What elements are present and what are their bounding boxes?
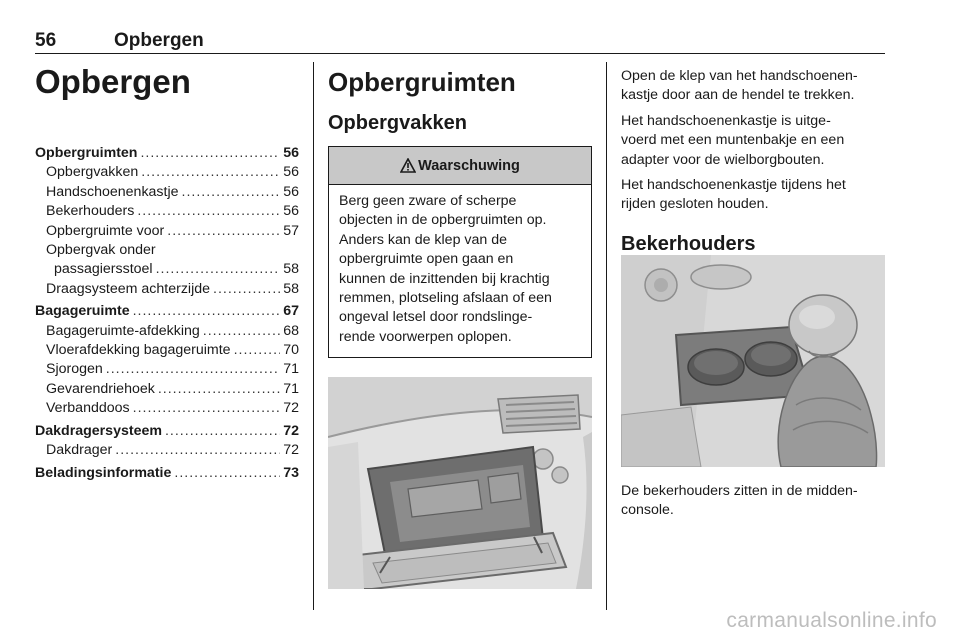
toc-leader-dots xyxy=(106,360,280,379)
toc-entry-label: passagiersstoel xyxy=(54,261,153,278)
toc-entry-page: 57 xyxy=(283,222,299,239)
toc-entry-page: 56 xyxy=(283,203,299,220)
toc-entry xyxy=(35,399,299,418)
toc-entry xyxy=(35,380,299,399)
toc-entry-label: Opbergvakken xyxy=(46,164,139,181)
toc-entry-label: Verbanddoos xyxy=(46,400,130,417)
toc-entry-page: 73 xyxy=(283,464,299,481)
column-divider-1 xyxy=(313,62,314,610)
paragraph-line: rijden gesloten houden. xyxy=(621,196,769,213)
glovebox-paragraphs xyxy=(621,67,886,215)
toc-leader-dots xyxy=(182,183,281,202)
paragraph xyxy=(621,176,886,215)
toc-entry-label: Gevarendriehoek xyxy=(46,380,155,397)
toc-entry-page: 56 xyxy=(283,145,299,161)
toc-entry-page: 58 xyxy=(283,261,299,278)
toc-entry xyxy=(35,341,299,360)
header-title: Opbergen xyxy=(114,30,204,51)
toc-entry-page: 72 xyxy=(283,422,299,439)
toc-entry xyxy=(35,183,299,202)
toc-leader-dots xyxy=(133,302,281,321)
toc-entry-label: Opbergvak onder xyxy=(46,242,156,259)
paragraph-line: voerd met een muntenbakje en een xyxy=(621,132,845,149)
warning-line: remmen, plotseling afslaan of een xyxy=(339,290,552,307)
toc-entry-page: 72 xyxy=(283,400,299,417)
warning-line: opbergruimte open gaan en xyxy=(339,251,514,268)
toc-leader-dots xyxy=(167,222,280,241)
toc-entry-label: Beladingsinformatie xyxy=(35,464,172,481)
toc-entry-page: 68 xyxy=(283,322,299,339)
toc-leader-dots xyxy=(203,322,280,341)
cupholders-caption xyxy=(621,482,886,521)
toc-entry-label: Bagageruimte xyxy=(35,303,130,320)
toc-entry-label: Bekerhouders xyxy=(46,203,135,220)
toc-leader-dots xyxy=(137,202,280,221)
toc-entry xyxy=(35,222,299,241)
middle-column xyxy=(328,62,592,404)
toc-entry xyxy=(35,441,299,460)
toc-entry xyxy=(35,163,299,182)
toc-entry-label: Bagageruimte-afdekking xyxy=(46,322,200,339)
warning-line: kunnen de inzittenden bij krachtig xyxy=(339,270,550,287)
warning-line: rende voorwerpen oplopen. xyxy=(339,328,512,345)
warning-line: objecten in de opbergruimten op. xyxy=(339,212,547,229)
toc-leader-dots xyxy=(115,441,280,460)
paragraph-line: Het handschoenenkastje tijdens het xyxy=(621,177,846,194)
toc-entry-page: 70 xyxy=(283,342,299,359)
toc-leader-dots xyxy=(140,144,280,163)
warning-text xyxy=(329,185,591,357)
right-column xyxy=(621,62,886,257)
toc-entry-page: 71 xyxy=(283,361,299,378)
paragraph-line: Open de klep van het handschoenen- xyxy=(621,68,858,84)
toc-section-entry xyxy=(35,422,299,441)
paragraph xyxy=(621,67,886,106)
paragraph-line: adapter voor de wielborgbouten. xyxy=(621,151,825,168)
page-number: 56 xyxy=(35,30,57,51)
chapter-title: Opbergen xyxy=(35,63,191,100)
toc-section-entry xyxy=(35,464,299,483)
toc-entry xyxy=(35,322,299,341)
toc-entry xyxy=(35,202,299,221)
toc-entry-page: 56 xyxy=(283,183,299,200)
toc-leader-dots xyxy=(158,380,280,399)
column-divider-2 xyxy=(606,62,607,610)
toc-entry-label: Opbergruimte voor xyxy=(46,222,165,239)
toc-entry xyxy=(35,260,299,279)
table-of-contents xyxy=(35,144,299,483)
toc-entry-label: Sjorogen xyxy=(46,361,103,378)
warning-header xyxy=(329,147,591,185)
watermark-text: carmanualsonline.info xyxy=(726,609,937,632)
toc-entry-page: 71 xyxy=(283,380,299,397)
toc-leader-dots xyxy=(213,280,280,299)
toc-leader-dots xyxy=(133,399,281,418)
page-header xyxy=(35,28,885,54)
glovebox-illustration xyxy=(328,377,592,589)
section-subtitle: Opbergvakken xyxy=(328,112,467,134)
paragraph xyxy=(621,112,886,170)
paragraph-line: kastje door aan de hendel te trekken. xyxy=(621,87,855,104)
toc-entry-label: Vloerafdekking bagageruimte xyxy=(46,342,231,359)
toc-entry-label: Dakdrager xyxy=(46,442,113,459)
warning-box xyxy=(328,146,592,358)
toc-column xyxy=(35,62,299,483)
toc-entry-label: Dakdragersysteem xyxy=(35,422,162,439)
paragraph-line: Het handschoenenkastje is uitge- xyxy=(621,112,831,129)
toc-leader-dots xyxy=(165,422,280,441)
section-title: Opbergruimten xyxy=(328,67,516,97)
toc-leader-dots xyxy=(174,464,280,483)
warning-triangle-icon xyxy=(400,158,416,173)
toc-entry-page: 67 xyxy=(283,303,299,320)
toc-leader-dots xyxy=(141,163,280,182)
warning-line: ongeval letsel door rondslinge- xyxy=(339,309,533,326)
toc-entry-label: Handschoenenkastje xyxy=(46,183,179,200)
toc-entry xyxy=(35,280,299,299)
toc-leader-dots xyxy=(156,260,281,279)
cupholders-illustration xyxy=(621,255,885,467)
toc-entry-label: Opbergruimten xyxy=(35,145,138,161)
toc-entry-page: 72 xyxy=(283,442,299,459)
warning-line: Berg geen zware of scherpe xyxy=(339,193,517,209)
warning-line: Anders kan de klep van de xyxy=(339,231,507,248)
toc-entry-page: 58 xyxy=(283,280,299,297)
toc-section-entry xyxy=(35,302,299,321)
toc-entry xyxy=(35,360,299,379)
warning-title: Waarschuwing xyxy=(418,157,520,174)
caption-line: De bekerhouders zitten in de midden- xyxy=(621,483,858,499)
caption-line: console. xyxy=(621,502,674,519)
toc-entry-page: 56 xyxy=(283,164,299,181)
air-vent-graphic xyxy=(498,395,580,433)
toc-entry-label: Draagsysteem achterzijde xyxy=(46,280,211,297)
cupholders-heading: Bekerhouders xyxy=(621,232,756,255)
toc-leader-dots xyxy=(234,341,281,360)
toc-section-entry xyxy=(35,144,299,163)
